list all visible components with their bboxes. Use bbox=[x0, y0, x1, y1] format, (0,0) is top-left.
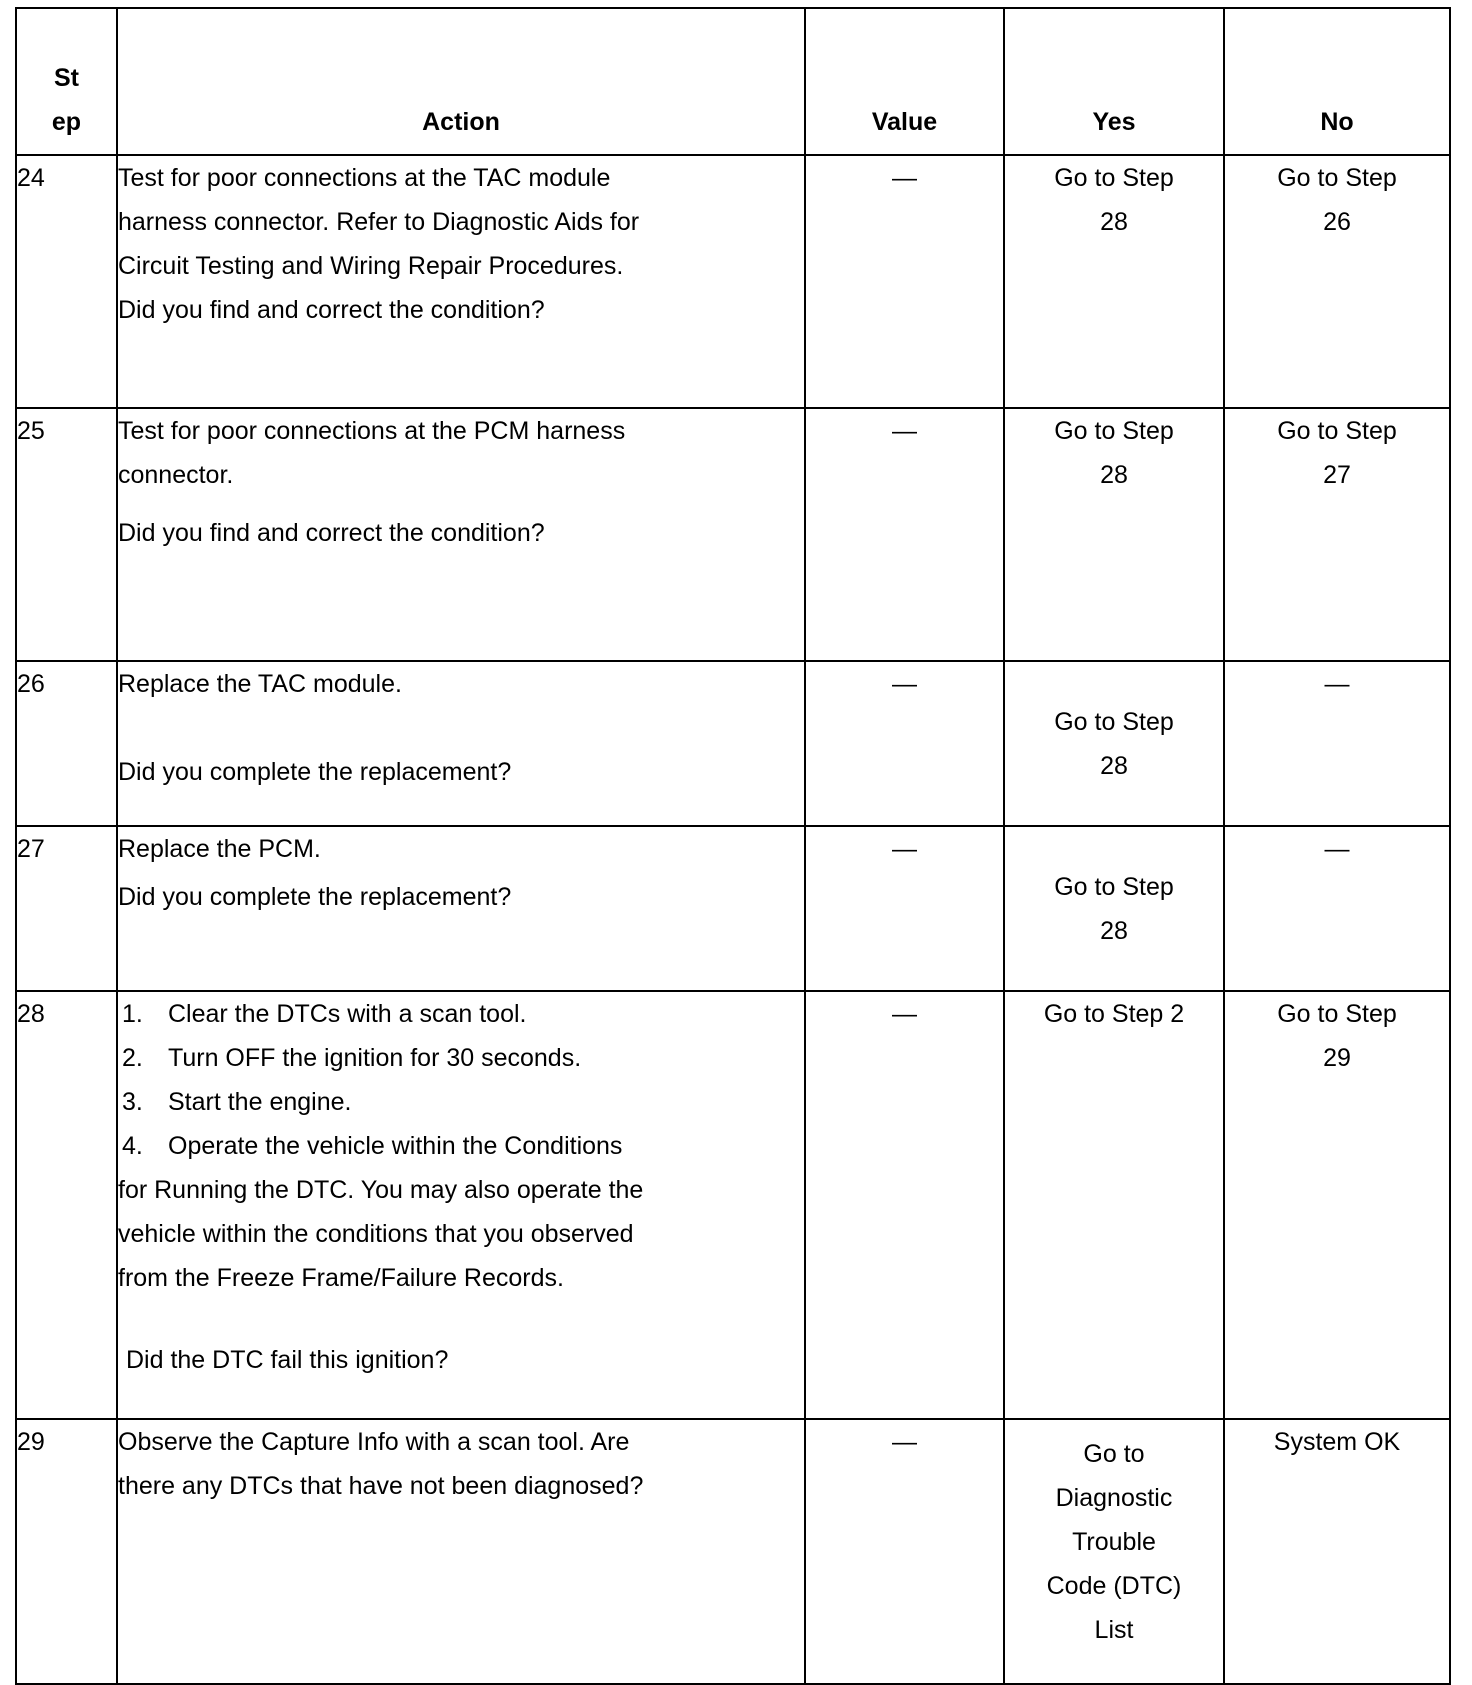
header-action: Action bbox=[117, 8, 805, 155]
yes-cell bbox=[1004, 408, 1224, 661]
yes-line: 28 bbox=[1100, 916, 1128, 945]
list-item-text: Operate the vehicle within the Conditions bbox=[168, 1132, 623, 1160]
no-line: Go to Step bbox=[1277, 164, 1397, 192]
action-cell bbox=[117, 408, 805, 661]
action-line: Replace the PCM. bbox=[118, 835, 321, 863]
list-item bbox=[118, 992, 804, 1036]
no-cell bbox=[1224, 826, 1450, 991]
action-line: there any DTCs that have not been diagnosed? bbox=[118, 1472, 644, 1500]
step-number: 26 bbox=[16, 661, 117, 826]
no-cell bbox=[1224, 1419, 1450, 1684]
list-item bbox=[118, 1080, 804, 1124]
no-line: 26 bbox=[1323, 208, 1351, 236]
no-cell bbox=[1224, 155, 1450, 408]
no-cell bbox=[1224, 408, 1450, 661]
list-item-text: Turn OFF the ignition for 30 seconds. bbox=[168, 1044, 582, 1072]
header-value: Value bbox=[805, 8, 1004, 155]
list-item-number: 2. bbox=[122, 1044, 143, 1072]
header-step-line1: St bbox=[54, 64, 79, 92]
action-line: Did you find and correct the condition? bbox=[118, 519, 545, 547]
yes-line: Trouble bbox=[1072, 1528, 1156, 1556]
value-cell: — bbox=[805, 661, 1004, 826]
action-line: Circuit Testing and Wiring Repair Procedures. bbox=[118, 252, 624, 280]
action-line: Replace the TAC module. bbox=[118, 670, 402, 698]
action-cell bbox=[117, 155, 805, 408]
diagnostic-table bbox=[15, 7, 1451, 1685]
yes-cell bbox=[1004, 1419, 1224, 1684]
step-number: 25 bbox=[16, 408, 117, 661]
list-item-text: Clear the DTCs with a scan tool. bbox=[168, 1000, 527, 1028]
yes-line: List bbox=[1094, 1616, 1134, 1644]
action-line: for Running the DTC. You may also operate the bbox=[118, 1176, 644, 1204]
yes-line: Go to Step bbox=[1054, 872, 1174, 901]
yes-line: 28 bbox=[1100, 751, 1128, 780]
value-cell: — bbox=[805, 408, 1004, 661]
action-line: Test for poor connections at the TAC module bbox=[118, 164, 611, 192]
step-number: 28 bbox=[16, 991, 117, 1419]
action-line: from the Freeze Frame/Failure Records. bbox=[118, 1264, 564, 1292]
header-row bbox=[16, 8, 1450, 155]
yes-line: Code (DTC) bbox=[1046, 1572, 1182, 1600]
yes-line: 28 bbox=[1100, 461, 1128, 489]
no-line: 29 bbox=[1323, 1044, 1351, 1072]
action-cell bbox=[117, 661, 805, 826]
value-cell: — bbox=[805, 1419, 1004, 1684]
table-row bbox=[16, 155, 1450, 408]
table-row bbox=[16, 1419, 1450, 1684]
value-cell: — bbox=[805, 826, 1004, 991]
action-line: harness connector. Refer to Diagnostic Aids for bbox=[118, 208, 640, 236]
list-item bbox=[118, 1036, 804, 1080]
no-line: — bbox=[1324, 835, 1350, 863]
yes-cell bbox=[1004, 661, 1224, 826]
header-step bbox=[16, 8, 117, 155]
table-row bbox=[16, 991, 1450, 1419]
yes-line: Diagnostic bbox=[1055, 1484, 1173, 1512]
action-line: Did you find and correct the condition? bbox=[118, 296, 545, 324]
no-line: 27 bbox=[1323, 461, 1351, 489]
action-cell bbox=[117, 991, 805, 1419]
yes-line: Go to Step bbox=[1054, 164, 1174, 192]
value-cell: — bbox=[805, 155, 1004, 408]
step-number: 27 bbox=[16, 826, 117, 991]
value-cell: — bbox=[805, 991, 1004, 1419]
yes-line: Go to Step 2 bbox=[1043, 1000, 1185, 1028]
no-line: System OK bbox=[1273, 1428, 1401, 1456]
action-line: Test for poor connections at the PCM harness bbox=[118, 417, 626, 445]
table-row bbox=[16, 408, 1450, 661]
table-row bbox=[16, 826, 1450, 991]
step-number: 29 bbox=[16, 1419, 117, 1684]
yes-cell bbox=[1004, 826, 1224, 991]
action-cell bbox=[117, 826, 805, 991]
header-step-line2: ep bbox=[51, 108, 82, 136]
yes-line: Go to Step bbox=[1054, 417, 1174, 445]
list-item-number: 4. bbox=[122, 1132, 143, 1160]
no-line: — bbox=[1324, 670, 1350, 698]
action-line: connector. bbox=[118, 461, 234, 489]
list-item-text: Start the engine. bbox=[168, 1088, 352, 1116]
list-item bbox=[118, 1124, 804, 1168]
action-cell bbox=[117, 1419, 805, 1684]
action-line: Did you complete the replacement? bbox=[118, 758, 512, 786]
action-line: Observe the Capture Info with a scan tool. Are bbox=[118, 1428, 630, 1456]
action-line: Did the DTC fail this ignition? bbox=[126, 1346, 449, 1374]
step-number: 24 bbox=[16, 155, 117, 408]
action-line: Did you complete the replacement? bbox=[118, 883, 512, 911]
no-line: Go to Step bbox=[1277, 417, 1397, 445]
yes-cell bbox=[1004, 155, 1224, 408]
no-cell bbox=[1224, 661, 1450, 826]
header-yes: Yes bbox=[1004, 8, 1224, 155]
yes-line: 28 bbox=[1100, 208, 1128, 236]
list-item-number: 1. bbox=[122, 1000, 143, 1028]
yes-line: Go to Step bbox=[1054, 707, 1174, 736]
action-line: vehicle within the conditions that you observed bbox=[118, 1220, 634, 1248]
no-cell bbox=[1224, 991, 1450, 1419]
no-line: Go to Step bbox=[1277, 1000, 1397, 1028]
yes-cell bbox=[1004, 991, 1224, 1419]
list-item-number: 3. bbox=[122, 1088, 143, 1116]
table-row bbox=[16, 661, 1450, 826]
header-no: No bbox=[1224, 8, 1450, 155]
yes-line: Go to bbox=[1083, 1440, 1145, 1468]
